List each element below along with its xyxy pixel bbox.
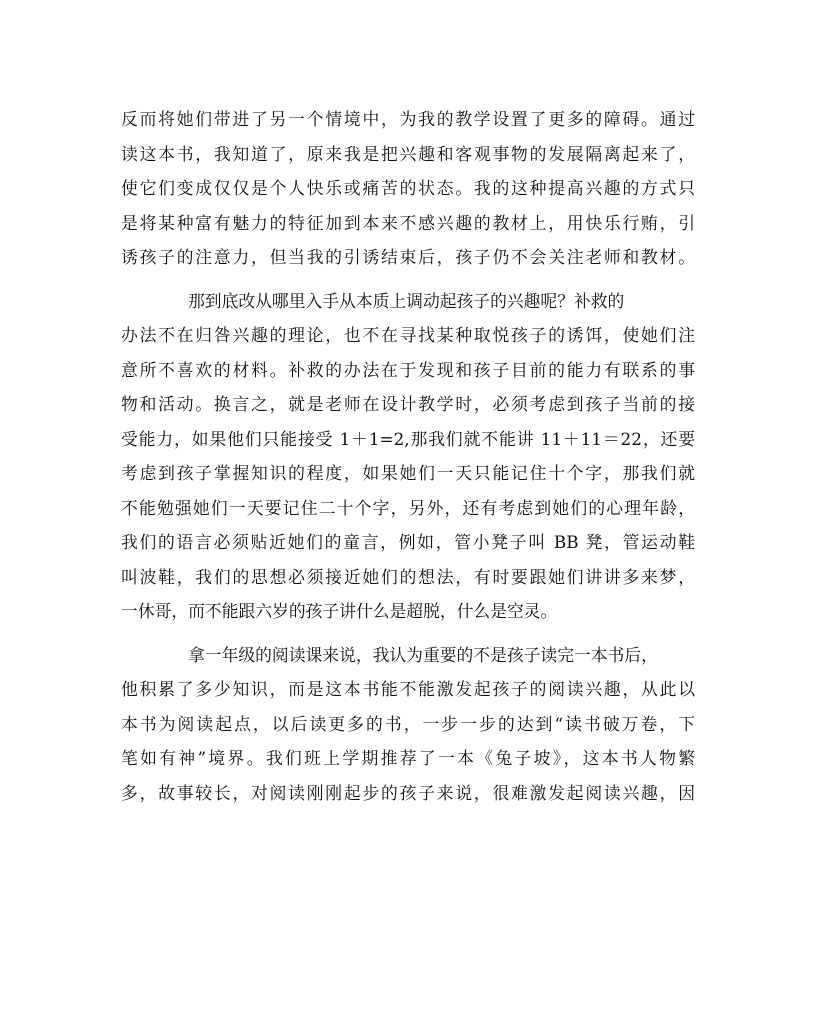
text-line: 那到底改从哪里入手从本质上调动起孩子的兴趣呢？补救的 bbox=[188, 290, 625, 311]
paragraph-2 bbox=[121, 284, 695, 629]
text-line: 办法不在归咎兴趣的理论，也不在寻找某种取悦孩子的诱饵，使她们注 bbox=[121, 325, 695, 345]
text-line: 不能勉强她们一天要记住二十个字，另外，还有考虑到她们的心理年龄， bbox=[121, 497, 695, 518]
text-line: 反而将她们带进了另一个情境中，为我的教学设置了更多的障碍。通过 bbox=[121, 109, 695, 129]
text-line: 多，故事较长，对阅读刚刚起步的孩子来说，很难激发起阅读兴趣，因 bbox=[121, 782, 695, 803]
paragraph-3 bbox=[121, 638, 695, 811]
text-line: 本书为阅读起点，以后读更多的书，一步一步的达到“读书破万卷，下 bbox=[121, 713, 695, 734]
text-line: 我们的语言必须贴近她们的童言，例如，管小凳子叫 BB 凳，管运动鞋 bbox=[121, 532, 695, 552]
text-line: 叫波鞋，我们的思想必须接近她们的想法，有时要跟她们讲讲多来梦， bbox=[121, 566, 695, 587]
text-line: 考虑到孩子掌握知识的程度，如果她们一天只能记住十个字，那我们就 bbox=[121, 463, 695, 483]
paragraph-1 bbox=[121, 102, 695, 275]
text-line: 读这本书，我知道了，原来我是把兴趣和客观事物的发展隔离起来了， bbox=[121, 143, 695, 164]
text-line: 物和活动。换言之，就是老师在设计教学时，必须考虑到孩子当前的接 bbox=[121, 394, 695, 414]
text-line: 意所不喜欢的材料。补救的办法在于发现和孩子目前的能力有联系的事 bbox=[121, 359, 695, 380]
text-line: 笔如有神”境界。我们班上学期推荐了一本《兔子坡》，这本书人物繁 bbox=[121, 748, 695, 768]
paragraph-spacer bbox=[121, 629, 695, 638]
document-body bbox=[121, 102, 695, 810]
text-line: 受能力，如果他们只能接受 1＋1=2,那我们就不能讲 11＋11＝22，还要 bbox=[121, 428, 695, 449]
paragraph-spacer bbox=[121, 275, 695, 284]
text-line: 使它们变成仅仅是个人快乐或痛苦的状态。我的这种提高兴趣的方式只 bbox=[121, 178, 695, 198]
text-line: 一休哥，而不能跟六岁的孩子讲什么是超脱，什么是空灵。 bbox=[121, 601, 558, 621]
text-line: 拿一年级的阅读课来说，我认为重要的不是孩子读完一本书后， bbox=[188, 644, 658, 665]
text-line: 是将某种富有魅力的特征加到本来不感兴趣的教材上，用快乐行贿，引 bbox=[121, 212, 695, 233]
text-line: 他积累了多少知识，而是这本书能不能激发起孩子的阅读兴趣，从此以 bbox=[121, 679, 695, 699]
text-line: 诱孩子的注意力，但当我的引诱结束后，孩子仍不会关注老师和教材。 bbox=[121, 247, 695, 267]
